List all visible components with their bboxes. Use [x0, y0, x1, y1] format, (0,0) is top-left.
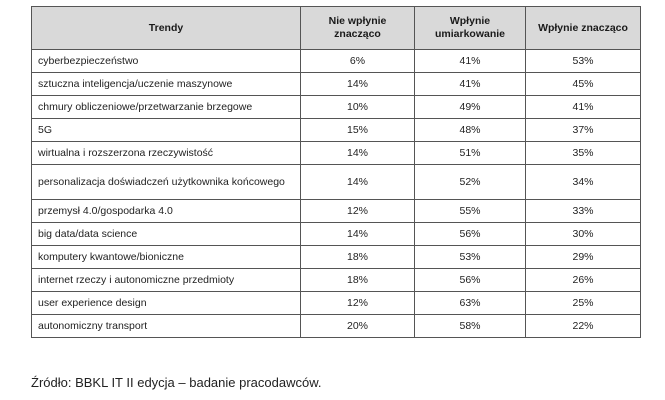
moderate-impact-cell: 48% [415, 119, 526, 142]
header-row [32, 7, 641, 50]
moderate-impact-cell: 55% [415, 200, 526, 223]
moderate-impact-cell: 41% [415, 50, 526, 73]
no-impact-cell: 10% [301, 96, 415, 119]
moderate-impact-cell: 52% [415, 165, 526, 200]
table-row [32, 142, 641, 165]
moderate-impact-cell: 63% [415, 292, 526, 315]
table-row [32, 50, 641, 73]
significant-impact-cell: 45% [526, 73, 641, 96]
trend-name-cell: cyberbezpieczeństwo [32, 50, 301, 73]
trend-name-cell: przemysł 4.0/gospodarka 4.0 [32, 200, 301, 223]
significant-impact-cell: 41% [526, 96, 641, 119]
moderate-impact-cell: 58% [415, 315, 526, 338]
column-header-significant-impact: Wpłynie znacząco [526, 7, 641, 50]
trend-name-cell: internet rzeczy i autonomiczne przedmioty [32, 269, 301, 292]
no-impact-cell: 14% [301, 223, 415, 246]
trend-name-cell: chmury obliczeniowe/przetwarzanie brzegowe [32, 96, 301, 119]
no-impact-cell: 14% [301, 142, 415, 165]
table-row [32, 165, 641, 200]
significant-impact-cell: 37% [526, 119, 641, 142]
no-impact-cell: 18% [301, 246, 415, 269]
no-impact-cell: 6% [301, 50, 415, 73]
significant-impact-cell: 34% [526, 165, 641, 200]
moderate-impact-cell: 56% [415, 223, 526, 246]
significant-impact-cell: 53% [526, 50, 641, 73]
trend-name-cell: big data/data science [32, 223, 301, 246]
table-row [32, 292, 641, 315]
trend-name-cell: personalizacja doświadczeń użytkownika końcowego [32, 165, 301, 200]
table-body [32, 50, 641, 338]
moderate-impact-cell: 53% [415, 246, 526, 269]
trend-name-cell: komputery kwantowe/bioniczne [32, 246, 301, 269]
no-impact-cell: 12% [301, 292, 415, 315]
no-impact-cell: 14% [301, 73, 415, 96]
moderate-impact-cell: 56% [415, 269, 526, 292]
table-row [32, 73, 641, 96]
moderate-impact-cell: 41% [415, 73, 526, 96]
significant-impact-cell: 35% [526, 142, 641, 165]
no-impact-cell: 18% [301, 269, 415, 292]
column-header-trendy: Trendy [32, 7, 301, 50]
table-row [32, 315, 641, 338]
moderate-impact-cell: 51% [415, 142, 526, 165]
no-impact-cell: 14% [301, 165, 415, 200]
significant-impact-cell: 29% [526, 246, 641, 269]
trend-name-cell: wirtualna i rozszerzona rzeczywistość [32, 142, 301, 165]
no-impact-cell: 15% [301, 119, 415, 142]
significant-impact-cell: 25% [526, 292, 641, 315]
significant-impact-cell: 33% [526, 200, 641, 223]
column-header-no-impact: Nie wpłynie znacząco [301, 7, 415, 50]
trends-table-container [31, 6, 640, 338]
column-header-moderate-impact: Wpłynie umiarkowanie [415, 7, 526, 50]
table-header [32, 7, 641, 50]
moderate-impact-cell: 49% [415, 96, 526, 119]
table-row [32, 96, 641, 119]
table-row [32, 200, 641, 223]
trend-name-cell: user experience design [32, 292, 301, 315]
source-note: Źródło: BBKL IT II edycja – badanie pracodawców. [31, 375, 322, 390]
table-row [32, 246, 641, 269]
significant-impact-cell: 22% [526, 315, 641, 338]
significant-impact-cell: 26% [526, 269, 641, 292]
trend-name-cell: sztuczna inteligencja/uczenie maszynowe [32, 73, 301, 96]
significant-impact-cell: 30% [526, 223, 641, 246]
trend-name-cell: autonomiczny transport [32, 315, 301, 338]
no-impact-cell: 12% [301, 200, 415, 223]
table-row [32, 119, 641, 142]
table-row [32, 269, 641, 292]
table-row [32, 223, 641, 246]
trend-name-cell: 5G [32, 119, 301, 142]
trends-table [31, 6, 641, 338]
no-impact-cell: 20% [301, 315, 415, 338]
